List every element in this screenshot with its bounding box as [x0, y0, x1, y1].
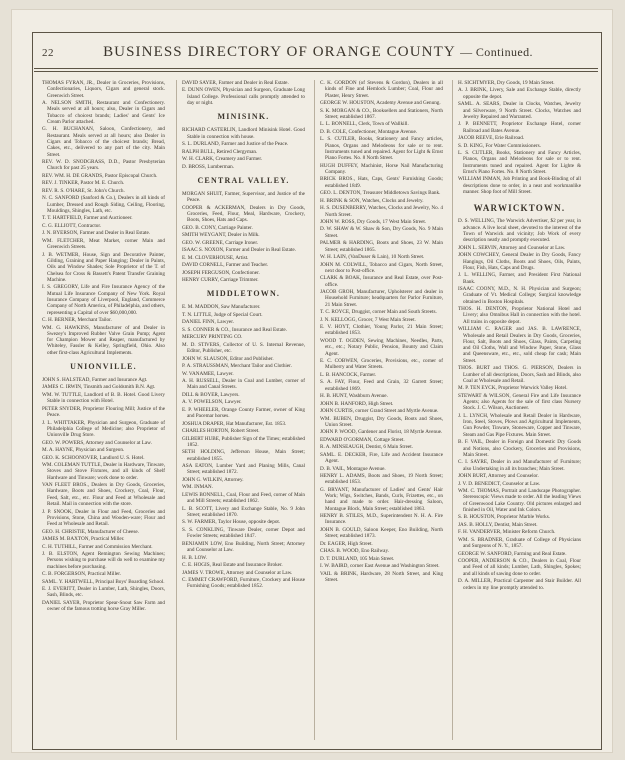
directory-entry: C. K. GORDON (of Stevens & Gordon), Dealers in all kinds of Fine and Hemlock Lumber; Coal, Flour and Plaster, Henry Street.: [320, 80, 443, 99]
directory-column-4: [458, 80, 581, 592]
directory-entry: VAIL & BRINK, Hardware, 28 North Street, and King Street.: [320, 570, 443, 583]
directory-entry: L. B. HANCOCK, Farmer.: [320, 371, 377, 378]
directory-entry: JAS. B. HOLLY, Dentist, Main Street.: [458, 521, 538, 528]
directory-entry: JOHN CURTIS, corner Grand Street and Myrtle Avenue.: [320, 408, 439, 415]
directory-entry: H. BRINK & SON, Watches, Clocks and Jewelry.: [320, 197, 424, 204]
header-rule-double: [34, 71, 598, 72]
directory-entry: J. V. D. BENEDICT, Counselor at Law.: [458, 480, 541, 487]
directory-entry: JOHN B. GOULD, Saloon Keeper, Eno Building, North Street; established 1873.: [320, 526, 443, 540]
directory-entry: E. M. MADDON, Saw Manufacturer.: [182, 304, 261, 311]
directory-entry: L. S. CUTLER, Books, Stationery and Fancy Articles, Pianos, Organs and Melodeons for sale or to rent. Instruments tuned and repaired. Agent for Lighte & Ernst's Piano Fortes. No. 8 North Street.: [458, 150, 581, 175]
directory-entry: JACOB GROH, Manufacturer, Upholsterer and dealer in Household Furniture; headquarters for Parlor Furniture, 21 Main Street.: [320, 289, 443, 308]
directory-entry: JOHN L. SERVIN, Attorney and Counselor at Law.: [458, 244, 566, 251]
directory-entry: E. V. HOYT, Clothier, Young Parlor, 21 Main Street; established 1853.: [320, 324, 443, 337]
directory-entry: J. N. KELLOGG, Grocer, 7 West Main Street.: [320, 316, 416, 323]
directory-entry: E. J. EVERITT, Dealer in Lumber, Lath, Shingles, Doors, Sash, Blinds, etc.: [42, 586, 165, 599]
directory-entry: JAMES M. BAXTON, Practical Miller.: [42, 536, 125, 543]
title-suffix: — Continued.: [460, 45, 533, 59]
directory-entry: JOHN W. ROSS, Dry Goods, 17 West Main Street.: [320, 219, 427, 225]
directory-entry: S. D. KING, For Water Commissioners.: [458, 142, 541, 149]
directory-entry: COOPER & ACKERMAN, Dealers in Dry Goods, Groceries, Feed, Flour, Meal, Hardware, Crockery, Boots, Shoes, Hats and Caps.: [182, 204, 305, 224]
directory-entry: CHAS. B. WOOD, Eno Railway.: [320, 548, 390, 555]
directory-entry: JOHN G. WILKIN, Attorney.: [182, 476, 244, 483]
directory-entry: WM. W. TUTTLE, Landlord of B. B. Hotel. Good Livery Stable in connection with Hotel.: [42, 391, 165, 405]
title-text: BUSINESS DIRECTORY OF ORANGE COUNTY: [103, 44, 456, 60]
directory-entry: GEO. W. GREENE, Carriage Ironer.: [182, 239, 259, 246]
directory-entry: S. W. FARMER, Taylor House, opposite depot.: [182, 519, 281, 526]
directory-entry: DAVID SAYER, Farmer and Dealer in Real Estate.: [182, 80, 289, 86]
directory-entry: N. C. SANFORD (Sanford & Co.), Dealers in all kinds of Lumber, Dressed and Rough Siding, Ceiling, Flooring, Mouldings, Shingles, Lath, etc.: [42, 195, 165, 214]
directory-entry: C. I. SAYRE, Dealer in and Manufacturer of Furniture; also Undertaking in all its branches; Main Street.: [458, 459, 581, 472]
column-divider: [176, 80, 177, 740]
directory-entry: WM. S. BRADNER, Graduate of College of Physicians and Surgeons of N. Y., 1857.: [458, 536, 581, 550]
directory-entry: GEO. H. CHRISTIE, Manufacturer of Cheese.: [42, 528, 139, 535]
directory-entry: M. D. STIVERS, Collector of U. S. Internal Revenue, Editor, Publisher, etc.: [182, 341, 305, 355]
directory-entry: JOSEPH FERGUSON, Confectioner.: [182, 269, 260, 276]
directory-entry: ASA EATON, Lumber Yard and Planing Mills, Canal Street; established 1872.: [182, 463, 305, 476]
directory-entry: GEORGE W. HOUSTON, Academy Avenue and Genung.: [320, 100, 441, 107]
directory-entry: PALMER & HARDING, Boots and Shoes, 23 W. Main Street; established 1865.: [320, 240, 443, 253]
directory-entry: J. B. ELSTON, Agent Remington Sewing Machines; Persons wishing to purchase will do well to examine my machines before purchasing.: [42, 551, 165, 570]
directory-entry: ISAAC S. NOXON, Farmer and Dealer in Real Estate.: [182, 247, 296, 254]
directory-entry: VAN FLEET BROS., Dealers in Dry Goods, Groceries, Hardware, Boots and Shoes, Crockery, Coal, Flour, Feed, Salt, etc., etc. Flour and Feed at Wholesale and Retail. Mail in connection with the store.: [42, 482, 165, 508]
directory-entry: WM. BUBEN, Druggist, Dry Goods, Boots and Shoes, Union Street.: [320, 415, 443, 428]
directory-entry: ISAAC COONY, M.D., N. H. Physician and Surgeon; Graduate of Vt. Medical College; Surgical knowledge obtained in Boston Hospitals.: [458, 286, 581, 305]
directory-entry: L. S. CUTLER, Books, Stationery and Fancy articles, Pianos, Organs and Melodeons for sale or to rent. Instruments tuned and repaired. Agent for Light & Ernst Piano Fortes. No. 8 North Street.: [320, 136, 443, 162]
directory-entry: BENJAMIN LOW, Eno Building, North Street; Attorney and Counselor at Law.: [182, 540, 305, 554]
directory-entry: D. S. WELLING, The Warwick Advertiser, $2 per year, in advance. A live local sheet, devoted to the interest of the Town of Warwick and vicinity; Job Work of every description neatly and promptly executed.: [458, 218, 581, 244]
directory-entry: H. SICHTMYER, Dry Goods, 19 Main Street.: [458, 80, 555, 86]
directory-entry: D. T. DURLAND, 105 Main Street.: [320, 555, 395, 562]
directory-entry: B. F. VAIL, Dealer in Foreign and Domestic Dry Goods and Notions, also Crockery, Groceries and Provisions, Main Street.: [458, 439, 581, 458]
directory-entry: A. H. RUSSELL, Dealer in Coal and Lumber, corner of Main and Canal Streets.: [182, 378, 305, 391]
directory-entry: D. B. VAIL, Montague Avenue.: [320, 465, 386, 472]
directory-entry: C. H. TUTHILL, Farmer and Commission Merchant.: [42, 543, 153, 550]
directory-entry: W. H. LAIN, (VanDuser & Lain), 10 North Street.: [320, 254, 425, 261]
directory-entry: JOHN P. WOOD, Gardener and Florist, 18 Myrtle Avenue.: [320, 429, 443, 436]
directory-entry: DANIEL SAYER, Proprietor Spear-Snout Saw Farm and owner of the famous trotting horse Gray Miller.: [42, 599, 165, 613]
directory-entry: RICHARD CASTERLIN, Landlord Minisink Hotel. Good Stable in connection with house.: [182, 127, 305, 140]
directory-entry: GEO. W. POWERS, Attorney and Counselor at Law.: [42, 439, 152, 446]
directory-entry: A. V. POWELSON, Lawyer.: [182, 399, 242, 406]
directory-entry: DANIEL FINN, Lawyer.: [182, 319, 234, 326]
directory-entry: H. B. LOW.: [182, 554, 208, 561]
directory-entry: T. N. LITTLE, Judge of Special Court.: [182, 311, 263, 318]
directory-entry: J. B. WETMER, House, Sign and Decorative Painter, Gilding, Graining and Paper Hanging; Dealer in Paints, Oils and Window Shades; Sole Proprietor of the T. of Chelsea for Cross & Bassett's Patent Transfer Graining Machine.: [42, 251, 165, 283]
directory-entry: SAML. E. DECKER, Fire, Life and Accident Insurance Agent.: [320, 451, 443, 465]
directory-entry: THOS. BURT and THOS. G. PIERSON, Dealers in Lumber of all descriptions, Doors, Sash and Blinds, also Coal at Wholesale and Retail.: [458, 365, 581, 384]
directory-entry: F. H. VANDERVER, Minister Reform Church.: [458, 529, 556, 536]
directory-entry: I. W. BAIRD, corner East Avenue and Washington Street.: [320, 563, 440, 570]
directory-entry: GEO. K. SCHOONOVER, Landlord U. S. Hotel.: [42, 454, 145, 461]
directory-entry: WILLIAM C. RAGER and JAS. B. LAWRENCE, Wholesale and Retail Dealers in Dry Goods, Groceries, Flour, Salt, Boots and Shoes, Glass, Paints, Carpeting and Oil Cloths, Wall and Window Paper, Stone, Glass and Queensware, etc., etc., sold cheap for cash; Main Street.: [458, 326, 581, 364]
directory-entry: C. H. BERNER, Merchant Tailor.: [42, 317, 112, 324]
directory-entry: REV. J. TINKER, Pastor M. E. Church.: [42, 180, 125, 187]
directory-entry: S. S. CONKLING, Tinware Dealer, corner Depot and Fowler Streets; established 1847.: [182, 526, 305, 540]
directory-entry: GEORGE W. SANFORD, Farming and Real Estate.: [458, 550, 567, 557]
directory-entry: SAML. Y. HARTWELL, Principal Boys' Boarding School.: [42, 578, 165, 585]
directory-entry: WILLIAM INMAN, Job Printing and Book-Binding of all descriptions done to order, in a neat and workmanlike manner. Shop foot of Mill Street.: [458, 176, 581, 196]
directory-entry: WM. FLETCHER, Meat Market, corner Main and Greenwich Streets.: [42, 237, 165, 251]
directory-entry: J. L. WHITTAKER, Physician and Surgeon, Graduate of Philadelphia College of Medicine; also Proprietor of Unionville Drug Store.: [42, 419, 165, 439]
header-rule: [34, 68, 598, 69]
directory-entry: JOHN W. SLAUSON, Editor and Publisher.: [182, 355, 274, 362]
directory-entry: CHARLES HORTON, Robert Street.: [182, 428, 260, 435]
directory-entry: Dr. EAGER, High Street.: [320, 540, 373, 547]
directory-entry: LEWIS BONNELL, Coal, Flour and Feed, corner of Main and Mill Streets; established 1862.: [182, 491, 305, 505]
directory-entry: J. L. WELLING, Farmer, and President First National Bank.: [458, 272, 581, 285]
directory-entry: J. P. SNOOK, Dealer in Flour and Feed, Groceries and Provisions, Stone, China and Wooden-ware; Flour and Feed at Wholesale and Retail.: [42, 508, 165, 528]
directory-entry: MORGAN SHUIT, Farmer, Supervisor, and Justice of the Peace.: [182, 190, 305, 204]
directory-entry: E. C. COBWEN, Groceries, Provisions, etc., corner of Mulberry and Water Streets.: [320, 358, 443, 371]
directory-entry: WM. C. THOMAS, Portrait and Landscape Photographer. Stereoscopic Views made to order. All the leading Views of Greenwood Lake Country. Old pictures enlarged and finished in Oil, Water and Ink Colors.: [458, 488, 581, 513]
directory-entry: C. G. ELLIOTT, Contractor.: [42, 222, 102, 229]
directory-entry: RALPH BULL, Retired Clergyman.: [182, 148, 258, 155]
directory-entry: J. N. BYERSON, Farmer and Dealer in Real Estate.: [42, 230, 151, 237]
directory-entry: C. E. HOGIS, Real Estate and Insurance Broker.: [182, 562, 283, 569]
directory-entry: REV. WM. H. DE GRANDS, Pastor Episcopal Church.: [42, 172, 158, 179]
directory-entry: JOHN B. HANFORD, High Street.: [320, 400, 394, 407]
directory-entry: THOMAS FYRAN, JR., Dealer in Groceries, Provisions, Confectionaries, Liquors, Cigars and general stock. Greenwich Street.: [42, 80, 165, 99]
directory-entry: HENRY CURRY, Carriage Trimmer.: [182, 277, 259, 284]
directory-entry: M. A. HAYNE, Physician and Surgeon.: [42, 447, 125, 454]
section-heading: MIDDLETOWN.: [206, 289, 281, 299]
directory-entry: GILBERT HUBE, Publisher Sign of the Times; established 1852.: [182, 435, 305, 448]
directory-entry: T. T. HARTFIELD, Farmer and Auctioneer.: [42, 215, 133, 222]
directory-entry: D. W. SHAW & W. Shaw & Son, Dry Goods, No. 9 Main Street.: [320, 226, 443, 239]
directory-entry: I. S. GREGORY, Life and Fire Insurance Agency of the Mutual Life Insurance Company of New York. Royal Insurance Company of Liverpool, England, Commerce Company of North America, of Philadelphia, and others, representing a Capital of over $60,000,000.: [42, 284, 165, 316]
column-divider: [452, 80, 453, 740]
directory-entry: THOS. H. DENTON, Proprietor National Hotel and Livery; also Omnibus Hall in connection with the hotel. All trains in opposite depot.: [458, 306, 581, 325]
directory-entry: E. DUNN OWEN, Physician and Surgeon, Graduate Long Island College. Professional calls promptly attended to day or night.: [182, 87, 305, 107]
directory-entry: JOHN COWCHEY, General Dealer in Dry Goods, Fancy Hangings, Oil Cloths, Boots and Shoes, Oils, Paints, Flour, Fish, Hats, Caps and Drugs.: [458, 252, 581, 271]
directory-entry: PETER SNYDER, Proprietor Flouring Mill; Justice of the Peace.: [42, 405, 165, 419]
directory-entry: MERCURY PRINTING CO.: [182, 334, 243, 341]
page-number: 22: [42, 47, 54, 59]
directory-entry: SMITH WEYGANT, Dealer in Milk.: [182, 232, 260, 239]
directory-entry: COOPER, ANDERSON & CO., Dealers in Coal, Flour and Feed of all kinds; Lumber, Lath, Shingles, Spokes; and all kinds of sawing done to order.: [458, 558, 581, 577]
directory-entry: W. VANAMEE, Lawyer.: [182, 370, 234, 377]
directory-entry: H. B. HUNT, Washburn Avenue.: [320, 393, 388, 400]
directory-column-3: [320, 80, 443, 584]
directory-entry: E. P. WHEELER, Orange County Farmer, owner of King and Pacemar horses.: [182, 406, 305, 420]
directory-entry: L. L. BONNELL, Clerk, Town of Wallkill.: [320, 121, 409, 128]
directory-entry: SETH HOLDING, Jefferson House, Main Street; established 1855.: [182, 449, 305, 462]
directory-entry: JOHN S. HALSTEAD, Farmer and Insurance Agt.: [42, 376, 148, 383]
directory-page: [12, 10, 612, 752]
page-title: [40, 44, 596, 61]
directory-column-1: [42, 80, 165, 614]
directory-entry: WM. COLEMAN TUTTLE, Dealer in Hardware, Tinware, Stoves and Stove Fixtures, and all kinds of Shelf Hardware and Tinware; work done to order.: [42, 462, 165, 481]
directory-entry: SAML. A. SEARS, Dealer in Clocks, Watches, Jewelry and Silverware, 9 North Street. Clocks, Watches and Jewelry Repaired and Warranted.: [458, 101, 581, 120]
directory-entry: P. A. STRAUSSMAN, Merchant Tailor and Clothier.: [182, 363, 292, 370]
directory-entry: T. C. ROYCE, Druggist, corner Main and South Streets.: [320, 309, 437, 316]
directory-entry: DILL & BOYER, Lawyers.: [182, 391, 240, 398]
directory-entry: JOHN M. COLWILL, Tobacco and Cigars, North Street, next door to Post-office.: [320, 261, 443, 274]
section-heading: CENTRAL VALLEY.: [197, 175, 290, 185]
directory-entry: JACOB REEVE, Erie Railroad.: [458, 135, 525, 142]
directory-entry: D. BROSS, Lumberman.: [182, 163, 235, 170]
page-header: [40, 44, 596, 64]
directory-entry: GEO. L. DENTON, Treasurer Middletown Savings Bank.: [320, 190, 441, 197]
directory-entry: J. P. BENNETT, Proprietor Exchange Hotel, corner Railroad and Bates Avenue.: [458, 121, 581, 134]
directory-column-2: [182, 80, 305, 591]
directory-entry: HENRY L. ADAMS, Boots and Shoes, 19 North Street; established 1853.: [320, 473, 443, 486]
directory-entry: WM. INMAN.: [182, 484, 213, 491]
directory-entry: A. J. BRINK, Livery, Sale and Exchange Stable, directly opposite the depot.: [458, 87, 581, 100]
directory-entry: WOOD T. OGDEN, Sewing Machines, Needles, Parts, etc., etc.; Notary Public, Pension, Bounty and Claim Agent.: [320, 337, 443, 357]
directory-entry: G. BRYANT, Manufacturer of Ladies' and Gents' Hair Work; Wigs, Switches, Bands, Curls, Frizettes, etc., on hand and made to order. Hair-dressing Saloon, Montague Block, Main Street; established 1863.: [320, 486, 443, 512]
directory-entry: DAVID CORNELL, Farmer and Teacher.: [182, 262, 269, 269]
directory-entry: M. P. TEN EYCK, Proprietor Warwick Valley Hotel.: [458, 385, 568, 392]
section-heading: MINISINK.: [217, 112, 270, 122]
section-heading: UNIONVILLE.: [70, 361, 137, 371]
directory-entry: HENRY B. STILES, M.D., Superintendent N. H. A. Fire Insurance.: [320, 513, 443, 526]
directory-entry: G. H. BUCHANAN, Saloon, Confectionery, and Restaurant. Meals served at all hours; also Dealer in Cigars and Tobacco of the choicest brands; Bread, Cakes, etc., delivered to any part of the city. Main Street.: [42, 126, 165, 158]
directory-entry: S. K. MORGAN & CO., Booksellers and Stationers, North Street; established 1867.: [320, 107, 443, 120]
directory-entry: EDWARD O'GORMAN, Cottage Street.: [320, 436, 405, 443]
directory-entry: JOHN BURT, Attorney and Counselor.: [458, 473, 539, 480]
directory-entry: C. B. FORGERSON, Practical Miller.: [42, 571, 121, 578]
directory-entry: E. M. CLOVERHOUSE, Artist.: [182, 254, 249, 261]
directory-entry: CLARK & BOAK, Insurance and Real Estate, over Post-office.: [320, 275, 443, 288]
directory-entry: BRICK BROS., Hats, Caps, Gents' Furnishing Goods; established 1849.: [320, 176, 443, 189]
directory-entry: S. A. FAY, Flour, Feed and Grain, 32 Garrett Street; established 1869.: [320, 379, 443, 392]
directory-entry: JAMES C. IRWIN, Tinsmith and Goldsmith B.N. Agt.: [42, 384, 156, 391]
directory-entry: GEO. B. CONY, Carriage Painter.: [182, 224, 253, 231]
directory-entry: JOSHUA DRAPER, Hat Manufacturer, Est. 1853.: [182, 420, 287, 427]
directory-entry: S. B. HOUSTON, Proprietor Marble Works.: [458, 514, 551, 521]
directory-entry: REV. W. D. SNODGRASS, D.D., Pastor Presbyterian Church for past 25 years.: [42, 159, 165, 172]
directory-entry: REV. R. S. O'HARE, St. John's Church.: [42, 187, 125, 194]
directory-entry: S. S. CONNER & CO., Insurance and Real Estate.: [182, 326, 288, 333]
directory-entry: JAMES V. TROWE, Attorney and Counselor at Law.: [182, 569, 293, 576]
directory-entry: S. L. DURLAND, Farmer and Justice of the Peace.: [182, 141, 289, 148]
directory-entry: H. S. DUSENBERRY, Watches, Clocks and Jewelry, No. 4 North Street.: [320, 205, 443, 218]
directory-entry: WM. G. HAWKINS, Manufacturer of and Dealer in Swezey's Improved Rubber Valve Grain Pump; Agent for Champion Mower and Reaper, manufactured by Whiteley, Fassler & Kelley, Springfield, Ohio. Also other first-class Agricultural Implements.: [42, 324, 165, 356]
directory-entry: C. EMMET CRAWFORD, Furniture, Crockery and House Furnishing Goods; established 1852.: [182, 576, 305, 590]
directory-entry: A. NELSON SMITH, Restaurant and Confectionery. Meals served at all hours; also, Dealer in Cigars and Tobacco of choicest brands; Ladies' and Gents' Ice Cream Parlor attached.: [42, 100, 165, 125]
directory-entry: HUGH DUFFEY, Machinist, Horse Nail Manufacturing Company.: [320, 162, 443, 175]
directory-entry: R. A. MINSEAUGH, Dentist, 6 Main Street.: [320, 444, 413, 451]
directory-entry: L. B. SCOTT, Livery and Exchange Stable, No. 9 John Street; established 1870.: [182, 505, 305, 518]
section-heading: WARWICKTOWN.: [473, 203, 566, 214]
directory-entry: D. B. COLE, Confectioner, Montague Avenue.: [320, 128, 418, 135]
directory-entry: STEWART & WILSON, General Fire and Life Insurance Agents; also Agents for the sale of first class Nursery Stock. J. C. Wilson, Auctioneer.: [458, 392, 581, 412]
column-divider: [314, 80, 315, 740]
directory-entry: J. L. LYNCH, Wholesale and Retail Dealer in Hardware, Iron, Steel, Stoves, Plows and Agricultural Implements, Gun Powder, Tinware, Stoneware, Copper and Tinware, Steam and Gas Pipe Fixtures. Main Street.: [458, 412, 581, 438]
directory-entry: D. A. MILLER, Practical Carpenter and Stair Builder. All orders in my line promptly attended to.: [458, 578, 581, 591]
directory-entry: W. H. CLARK, Creamery and Farmer.: [182, 156, 263, 163]
